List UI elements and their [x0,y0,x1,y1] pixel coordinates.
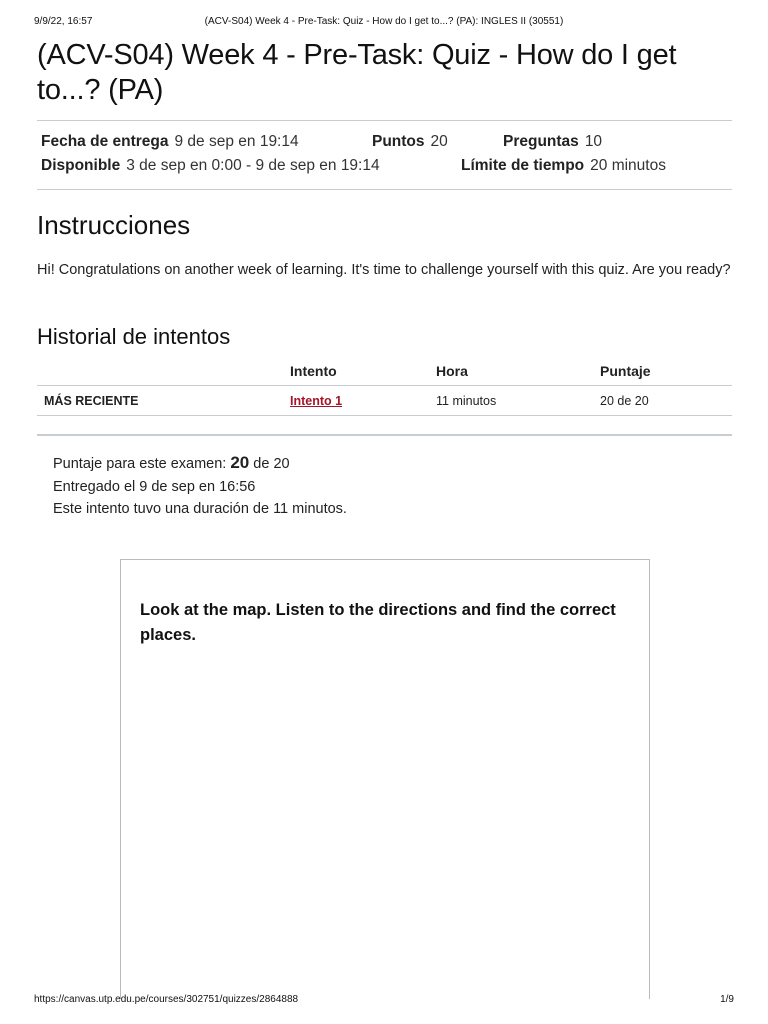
print-page-number: 1/9 [720,994,734,1005]
time-limit-label: Límite de tiempo [461,157,585,174]
score-value: 20 [230,453,250,472]
attempt-cell [290,386,436,416]
time-limit-value: 20 minutos [590,157,666,174]
quiz-details-row-1 [41,130,728,154]
points-value: 20 [430,133,448,150]
attempt-1-link[interactable]: Intento 1 [290,393,343,408]
questions-label: Preguntas [503,133,579,150]
time-limit [461,154,666,178]
instructions-text: Hi! Congratulations on another week of learning. It's time to challenge yourself with this quiz. Are you ready? [37,262,731,278]
questions [503,130,602,154]
attempt-recency: MÁS RECIENTE [37,386,290,416]
page-title: (ACV-S04) Week 4 - Pre-Task: Quiz - How do I get to...? (PA) [37,39,677,106]
score-line [53,452,732,476]
quiz-content [37,38,732,521]
attempt-history-heading: Historial de intentos [37,324,231,349]
column-header-score: Puntaje [600,357,732,386]
print-footer [34,994,734,1008]
submitted-line: Entregado el 9 de sep en 16:56 [53,478,256,495]
available-label: Disponible [41,157,121,174]
instructions-heading: Instrucciones [37,210,191,240]
table-header-row [37,357,732,386]
score-suffix: de 20 [253,456,290,472]
points [372,130,448,154]
attempt-summary [53,452,732,521]
question-text: Look at the map. Listen to the directions and find the correct places. [140,601,616,644]
quiz-details [37,120,732,190]
due-date-value: 9 de sep en 19:14 [174,133,299,150]
section-divider [37,434,732,436]
available-value: 3 de sep en 0:00 - 9 de sep en 19:14 [126,157,380,174]
available [41,154,380,178]
attempt-score: 20 de 20 [600,386,732,416]
print-date: 9/9/22, 16:57 [34,16,93,27]
column-header-time: Hora [436,357,600,386]
print-document-title: (ACV-S04) Week 4 - Pre-Task: Quiz - How do I get to...? (PA): INGLES II (30551) [204,16,564,27]
table-row [37,386,732,416]
print-header [34,16,734,30]
points-label: Puntos [372,133,425,150]
question-box [120,559,650,999]
column-header-attempt: Intento [290,357,436,386]
attempt-time: 11 minutos [436,386,600,416]
due-date [41,130,299,154]
column-header-label [37,357,290,386]
due-date-label: Fecha de entrega [41,133,169,150]
score-prefix: Puntaje para este examen: [53,456,227,472]
attempt-history-table [37,357,732,416]
duration-line: Este intento tuvo una duración de 11 minutos. [53,501,347,517]
print-url: https://canvas.utp.edu.pe/courses/302751/quizzes/2864888 [34,994,299,1005]
questions-value: 10 [584,133,603,150]
quiz-details-row-2 [41,154,728,178]
